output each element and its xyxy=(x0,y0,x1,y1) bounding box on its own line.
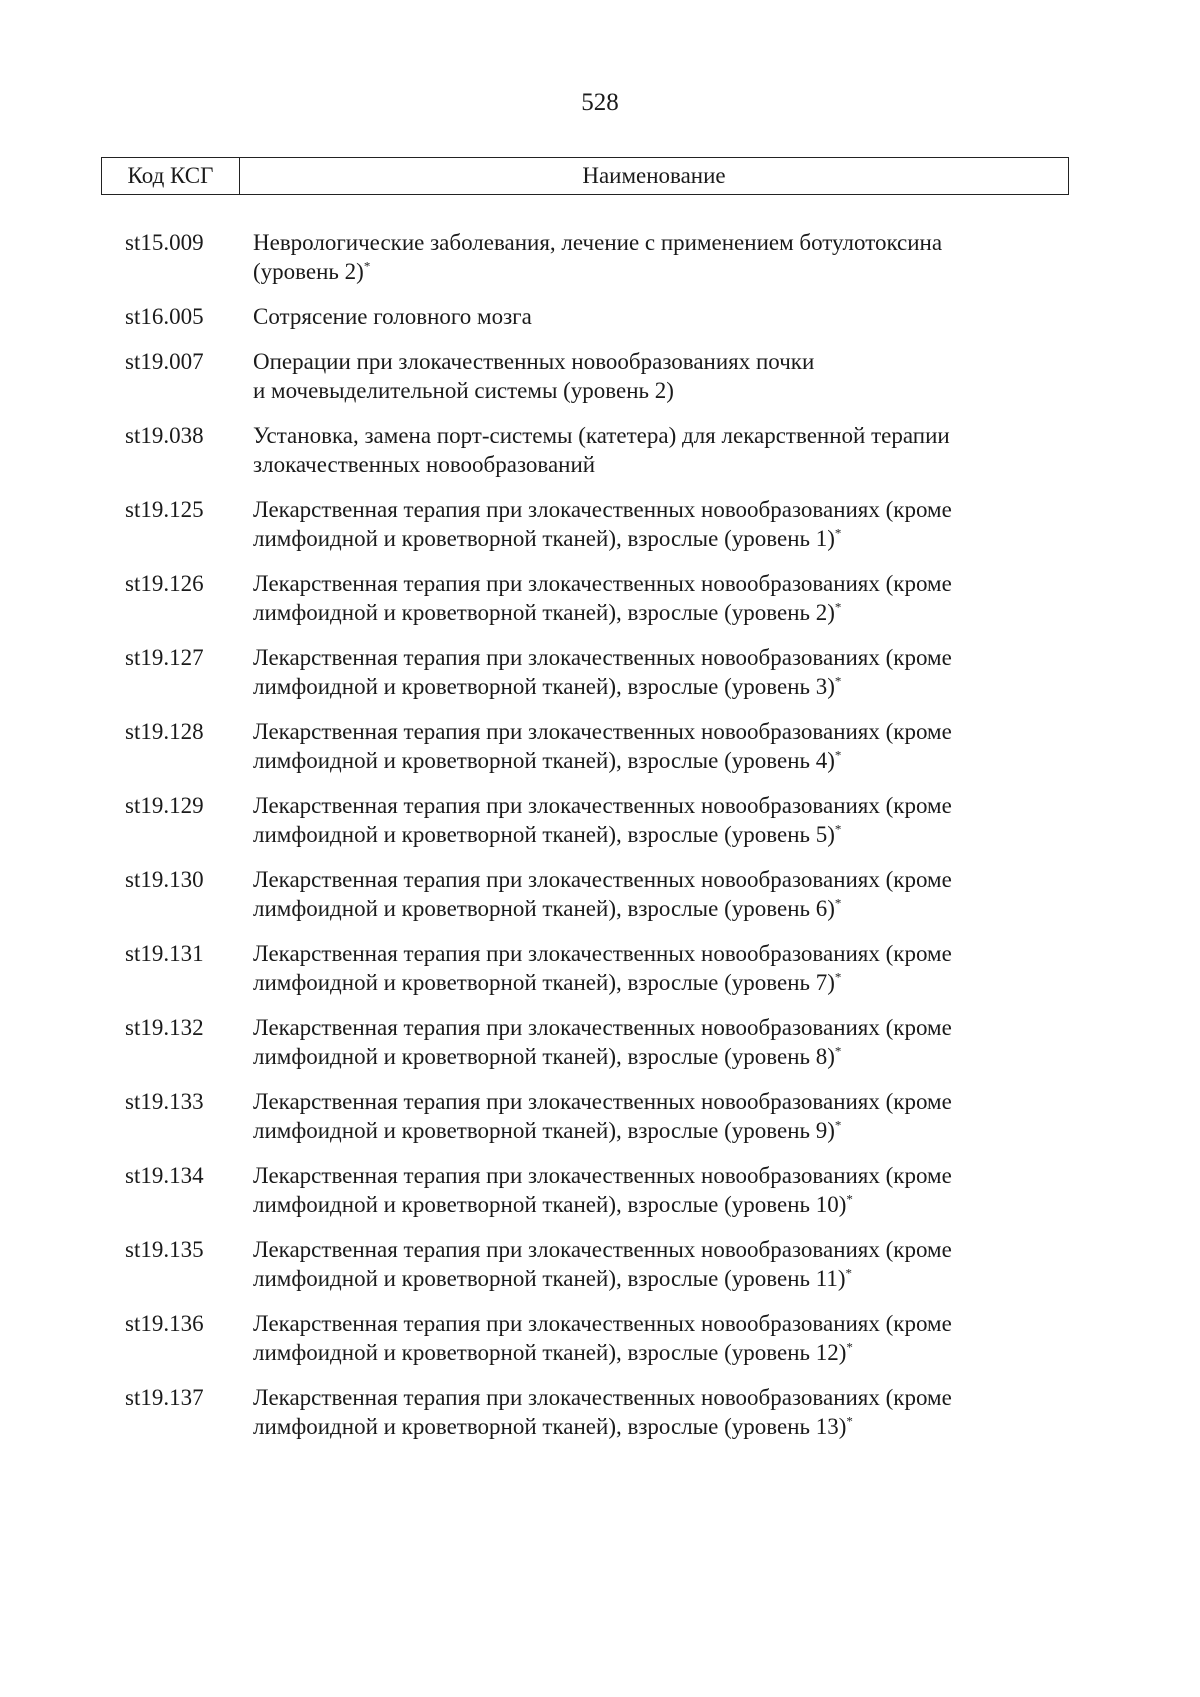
ksg-code: st16.005 xyxy=(125,304,204,329)
ksg-code: st19.132 xyxy=(125,1015,204,1040)
ksg-name-text: Лекарственная терапия при злокачественных новообразованиях (кроме xyxy=(253,1237,952,1262)
ksg-name-line xyxy=(253,569,1069,598)
ksg-name-line xyxy=(253,1412,1069,1441)
footnote-asterisk: * xyxy=(834,821,842,837)
ksg-name-text: Лекарственная терапия при злокачественных новообразованиях (кроме xyxy=(253,1089,952,1114)
ksg-name-line xyxy=(253,939,1069,968)
ksg-name-text: (уровень 2) xyxy=(253,259,364,284)
ksg-name xyxy=(239,939,1069,997)
ksg-name-text: лимфоидной и кроветворной тканей), взрослые (уровень 2) xyxy=(253,600,835,625)
table-row xyxy=(101,495,1069,553)
footnote-asterisk: * xyxy=(834,1043,842,1059)
footnote-asterisk: * xyxy=(834,599,842,615)
ksg-name-text: лимфоидной и кроветворной тканей), взрослые (уровень 11) xyxy=(253,1266,846,1291)
ksg-name xyxy=(239,1013,1069,1071)
ksg-name xyxy=(239,1161,1069,1219)
ksg-code: st19.038 xyxy=(125,423,204,448)
ksg-name-text: Лекарственная терапия при злокачественных новообразованиях (кроме xyxy=(253,497,952,522)
ksg-name-line xyxy=(253,450,1069,479)
ksg-name-text: Лекарственная терапия при злокачественных новообразованиях (кроме xyxy=(253,719,952,744)
page-number: 528 xyxy=(581,89,619,116)
footnote-asterisk: * xyxy=(845,1265,853,1281)
ksg-name-line xyxy=(253,1161,1069,1190)
ksg-name-text: лимфоидной и кроветворной тканей), взрослые (уровень 10) xyxy=(253,1192,847,1217)
footnote-asterisk: * xyxy=(834,1117,842,1133)
ksg-name-line xyxy=(253,1116,1069,1145)
ksg-name xyxy=(239,1087,1069,1145)
ksg-name-line xyxy=(253,1087,1069,1116)
ksg-name-line xyxy=(253,746,1069,775)
ksg-name xyxy=(239,302,1069,331)
ksg-name-text: Лекарственная терапия при злокачественных новообразованиях (кроме xyxy=(253,793,952,818)
ksg-name-text: Неврологические заболевания, лечение с применением ботулотоксина xyxy=(253,230,943,255)
ksg-name-line xyxy=(253,968,1069,997)
footnote-asterisk: * xyxy=(846,1413,853,1429)
ksg-code: st19.129 xyxy=(125,793,204,818)
ksg-name-line xyxy=(253,1338,1069,1367)
ksg-name-line xyxy=(253,376,1069,405)
ksg-code: st15.009 xyxy=(125,230,204,255)
ksg-name xyxy=(239,1383,1069,1441)
ksg-code: st19.127 xyxy=(125,645,204,670)
ksg-name xyxy=(239,347,1069,405)
ksg-name xyxy=(239,791,1069,849)
ksg-name xyxy=(239,228,1069,286)
table-row xyxy=(101,347,1069,405)
ksg-name-text: Лекарственная терапия при злокачественных новообразованиях (кроме xyxy=(253,1385,952,1410)
ksg-name-text: Лекарственная терапия при злокачественных новообразованиях (кроме xyxy=(253,941,952,966)
table-row xyxy=(101,939,1069,997)
footnote-asterisk: * xyxy=(834,969,842,985)
ksg-name-text: злокачественных новообразований xyxy=(253,452,596,477)
ksg-name xyxy=(239,1309,1069,1367)
ksg-name-text: и мочевыделительной системы (уровень 2) xyxy=(253,378,674,403)
ksg-name-text: лимфоидной и кроветворной тканей), взрослые (уровень 4) xyxy=(253,748,835,773)
ksg-name xyxy=(239,495,1069,553)
ksg-name-text: Сотрясение головного мозга xyxy=(253,304,532,329)
ksg-name-text: Установка, замена порт-системы (катетера) для лекарственной терапии xyxy=(253,423,950,448)
ksg-name-line xyxy=(253,524,1069,553)
ksg-name xyxy=(239,569,1069,627)
ksg-name-text: Лекарственная терапия при злокачественных новообразованиях (кроме xyxy=(253,1163,952,1188)
footnote-asterisk: * xyxy=(846,1339,853,1355)
footnote-asterisk: * xyxy=(834,895,842,911)
ksg-name-text: Лекарственная терапия при злокачественных новообразованиях (кроме xyxy=(253,867,952,892)
ksg-name-text: лимфоидной и кроветворной тканей), взрослые (уровень 8) xyxy=(253,1044,835,1069)
ksg-name xyxy=(239,717,1069,775)
table-row xyxy=(101,1013,1069,1071)
ksg-name-text: лимфоидной и кроветворной тканей), взрослые (уровень 12) xyxy=(253,1340,847,1365)
ksg-name-line xyxy=(253,302,1069,331)
ksg-name-text: Лекарственная терапия при злокачественных новообразованиях (кроме xyxy=(253,1311,952,1336)
ksg-name-line xyxy=(253,1383,1069,1412)
ksg-name-line xyxy=(253,865,1069,894)
footnote-asterisk: * xyxy=(846,1191,853,1207)
ksg-name-line xyxy=(253,1042,1069,1071)
ksg-code: st19.130 xyxy=(125,867,204,892)
ksg-code: st19.134 xyxy=(125,1163,204,1188)
ksg-name-line xyxy=(253,347,1069,376)
ksg-name-text: лимфоидной и кроветворной тканей), взрослые (уровень 5) xyxy=(253,822,835,847)
ksg-name-text: лимфоидной и кроветворной тканей), взрослые (уровень 9) xyxy=(253,1118,835,1143)
ksg-name-text: лимфоидной и кроветворной тканей), взрослые (уровень 3) xyxy=(253,674,835,699)
ksg-name-line xyxy=(253,1235,1069,1264)
table-row xyxy=(101,302,1069,331)
ksg-name xyxy=(239,643,1069,701)
ksg-name-line xyxy=(253,1309,1069,1338)
table-row xyxy=(101,791,1069,849)
table-row xyxy=(101,569,1069,627)
ksg-name-line xyxy=(253,672,1069,701)
ksg-name xyxy=(239,865,1069,923)
ksg-name-text: Лекарственная терапия при злокачественных новообразованиях (кроме xyxy=(253,571,952,596)
ksg-name-line xyxy=(253,894,1069,923)
table-row xyxy=(101,228,1069,286)
ksg-code: st19.128 xyxy=(125,719,204,744)
table-row xyxy=(101,717,1069,775)
footnote-asterisk: * xyxy=(834,525,842,541)
ksg-name-line xyxy=(253,1264,1069,1293)
ksg-code: st19.126 xyxy=(125,571,204,596)
ksg-name-text: лимфоидной и кроветворной тканей), взрослые (уровень 6) xyxy=(253,896,835,921)
ksg-code: st19.007 xyxy=(125,349,204,374)
ksg-name-line xyxy=(253,495,1069,524)
ksg-code: st19.135 xyxy=(125,1237,204,1262)
ksg-name-text: лимфоидной и кроветворной тканей), взрослые (уровень 7) xyxy=(253,970,835,995)
ksg-name-line xyxy=(253,1013,1069,1042)
ksg-name-line xyxy=(253,421,1069,450)
header-name-column: Наименование xyxy=(582,163,726,188)
ksg-name-line xyxy=(253,598,1069,627)
ksg-name-line xyxy=(253,820,1069,849)
table-row xyxy=(101,1383,1069,1441)
table-row xyxy=(101,865,1069,923)
table-body xyxy=(101,228,1069,1457)
table-row xyxy=(101,643,1069,701)
table-row xyxy=(101,1161,1069,1219)
ksg-code: st19.131 xyxy=(125,941,204,966)
table-row xyxy=(101,1309,1069,1367)
table-row xyxy=(101,1235,1069,1293)
table-row xyxy=(101,421,1069,479)
ksg-name-line xyxy=(253,228,1069,257)
table-row xyxy=(101,1087,1069,1145)
ksg-name-text: лимфоидной и кроветворной тканей), взрослые (уровень 1) xyxy=(253,526,835,551)
ksg-name xyxy=(239,421,1069,479)
ksg-name-line xyxy=(253,717,1069,746)
ksg-code: st19.125 xyxy=(125,497,204,522)
ksg-code: st19.137 xyxy=(125,1385,204,1410)
ksg-name-text: Операции при злокачественных новообразованиях почки xyxy=(253,349,815,374)
ksg-name-text: Лекарственная терапия при злокачественных новообразованиях (кроме xyxy=(253,645,952,670)
ksg-code: st19.133 xyxy=(125,1089,204,1114)
ksg-name-line xyxy=(253,643,1069,672)
header-code-column: Код КСГ xyxy=(102,158,240,194)
footnote-asterisk: * xyxy=(834,747,842,763)
ksg-name xyxy=(239,1235,1069,1293)
footnote-asterisk: * xyxy=(834,673,842,689)
ksg-name-line xyxy=(253,1190,1069,1219)
ksg-name-text: Лекарственная терапия при злокачественных новообразованиях (кроме xyxy=(253,1015,952,1040)
ksg-name-line xyxy=(253,257,1069,286)
ksg-code: st19.136 xyxy=(125,1311,204,1336)
table-header xyxy=(101,157,1069,195)
ksg-name-line xyxy=(253,791,1069,820)
footnote-asterisk: * xyxy=(363,258,371,274)
ksg-name-text: лимфоидной и кроветворной тканей), взрослые (уровень 13) xyxy=(253,1414,847,1439)
